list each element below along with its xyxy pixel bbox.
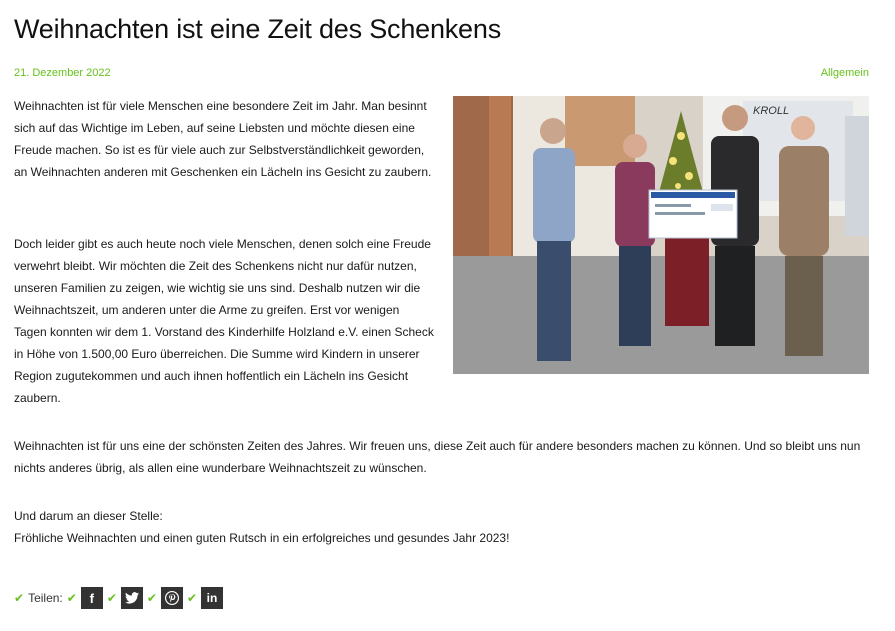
share-label: Teilen: — [28, 591, 63, 605]
facebook-share-button[interactable] — [81, 587, 103, 609]
linkedin-icon: in — [206, 591, 218, 605]
check-icon: ✔ — [106, 591, 117, 605]
paragraph-intro: Weihnachten ist für viele Menschen eine besondere Zeit im Jahr. Man besinnt sich auf das Wichtige im Leben, auf seine Liebsten und möchte diesen eine Freude machen. So ist es für viele auch zur Selbstverständlichkeit geworden, an Weihnachten anderen mit Geschenken ein Lächeln ins Gesicht zu zaubern. — [14, 99, 432, 179]
closing-line-2: Fröhliche Weihnachten und einen guten Rutsch in ein erfolgreiches und gesundes Jahr 2023! — [14, 531, 510, 545]
linkedin-share-button[interactable] — [201, 587, 223, 609]
wall-sign-text: KROLL — [753, 105, 790, 117]
post-category-link[interactable]: Allgemein — [820, 67, 869, 79]
check-icon: ✔ — [66, 591, 77, 605]
twitter-icon — [125, 592, 139, 604]
pinterest-share-button[interactable] — [161, 587, 183, 609]
twitter-share-button[interactable] — [121, 587, 143, 609]
cheque-handover-photo — [453, 96, 869, 374]
page-title: Weihnachten ist eine Zeit des Schenkens — [14, 14, 501, 44]
post-date[interactable]: 21. Dezember 2022 — [14, 67, 111, 79]
facebook-icon: f — [89, 590, 94, 606]
check-icon: ✔ — [186, 591, 197, 605]
check-icon: ✔ — [146, 591, 157, 605]
paragraph-closing — [14, 505, 876, 549]
check-icon: ✔ — [14, 591, 25, 605]
closing-line-1: Und darum an dieser Stelle: — [14, 509, 163, 523]
pinterest-icon — [165, 591, 179, 605]
photo-illustration — [453, 96, 869, 374]
share-bar — [14, 587, 227, 609]
paragraph-wishes: Weihnachten ist für uns eine der schönsten Zeiten des Jahres. Wir freuen uns, diese Zeit auch für andere besonders machen zu können. Und so bleibt uns nun nichts anderes übrig, als allen eine wunderbare Weihnachtszeit zu wünschen. — [14, 439, 861, 475]
paragraph-donation: Doch leider gibt es auch heute noch viele Menschen, denen solch eine Freude verwehrt bleibt. Wir möchten die Zeit des Schenkens nicht nur dafür nutzen, unseren Familien zu zeigen, wie wichtig sie uns sind. Deshalb nutzen wir die Weihnachtszeit, um anderen unter die Arme zu greifen. Erst vor wenigen Tagen konnten wir dem 1. Vorstand des Kinderhilfe Holzland e.V. einen Scheck in Höhe von 1.500,00 Euro überreichen. Die Summe wird Kindern in unserer Region zugutekommen und auch ihnen hoffentlich ein Lächeln ins Gesicht zaubern. — [14, 237, 434, 405]
